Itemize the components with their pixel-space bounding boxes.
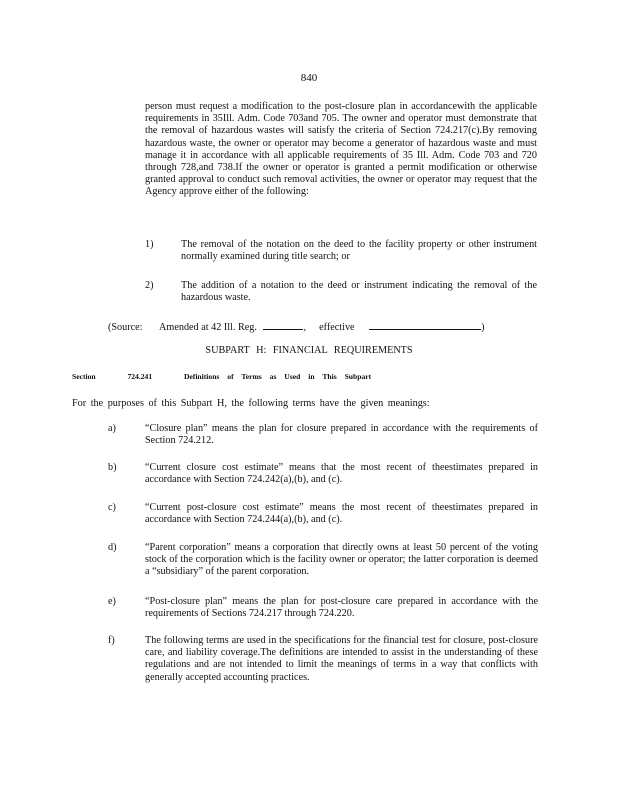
definition-a (108, 423, 538, 447)
definition-f (108, 635, 538, 684)
definition-d (108, 542, 538, 579)
section-heading (72, 372, 371, 381)
source-comma: , (303, 322, 307, 333)
definition-letter: a) (108, 423, 116, 434)
definition-c (108, 502, 538, 526)
source-close: ) (481, 322, 485, 333)
section-title: Definitions of Terms as Used in This Subpart (183, 372, 372, 381)
list-item-1 (145, 239, 537, 263)
definition-e (108, 596, 538, 620)
definition-text: “Current closure cost estimate” means that the most recent of theestimates prepared in accordance with Section 724.242(a),(b), and (c). (145, 462, 538, 486)
definition-letter: f) (108, 635, 115, 646)
list-item-number: 1) (145, 239, 154, 250)
effective-blank-line (369, 319, 481, 330)
definition-letter: d) (108, 542, 117, 553)
definition-text: “Current post-closure cost estimate” means the most recent of theestimates prepared in accordance with Section 724.244(a),(b), and (c). (145, 502, 538, 526)
intro-paragraph: person must request a modification to the post-closure plan in accordancewith the applicable requirements in 35Ill. Adm. Code 703and 705. The owner and operator must demonstrate that the removal of hazardous wastes will satisfy the criteria of Section 724.217(c).By removing hazardous waste, the owner or operator may become a generator of hazardous waste and must manage it in accordance with all applicable requirements of 35 Ill. Adm. Code 703 and 720 through 728,and 738.If the owner or operator is granted a permit modification or otherwise granted approval to conduct such removal activities, the owner or operator may request that the Agency approve either of the following: (145, 101, 537, 198)
definition-letter: c) (108, 502, 116, 513)
list-item-text: The addition of a notation to the deed or instrument indicating the removal of the hazardous waste. (181, 280, 537, 304)
source-label: (Source: (108, 322, 143, 333)
subpart-heading: SUBPART H: FINANCIAL REQUIREMENTS (205, 345, 413, 356)
definition-b (108, 462, 538, 486)
section-number: 724.241 (127, 372, 153, 381)
reg-blank-line (263, 319, 303, 330)
definition-text: The following terms are used in the specifications for the financial test for closure, post-closure care, and liability coverage.The definitions are intended to assist in the understanding of these regulations and are not intended to limit the meanings of terms in a way that conflicts with generally accepted accounting practices. (145, 635, 538, 683)
source-amended: Amended at 42 Ill. Reg. (159, 322, 257, 333)
list-item-text: The removal of the notation on the deed to the facility property or other instrument normally examined during title search; or (181, 239, 537, 263)
source-note (108, 319, 485, 333)
purposes-sentence: For the purposes of this Subpart H, the following terms have the given meanings: (72, 398, 430, 409)
definition-text: “Post-closure plan” means the plan for post-closure care prepared in accordance with the requirements of Sections 724.217 through 724.220. (145, 596, 538, 620)
list-item-2 (145, 280, 537, 304)
source-effective: effective (319, 322, 355, 333)
definition-text: “Parent corporation” means a corporation that directly owns at least 50 percent of the voting stock of the corporation which is the facility owner or operator; the latter corporation is deemed a “subsidiary” of the parent corporation. (145, 542, 538, 578)
definition-letter: e) (108, 596, 116, 607)
page-number: 840 (300, 72, 318, 84)
section-label: Section (72, 372, 96, 381)
definition-letter: b) (108, 462, 117, 473)
list-item-number: 2) (145, 280, 154, 291)
definition-text: “Closure plan” means the plan for closure prepared in accordance with the requirements of Section 724.212. (145, 423, 538, 447)
